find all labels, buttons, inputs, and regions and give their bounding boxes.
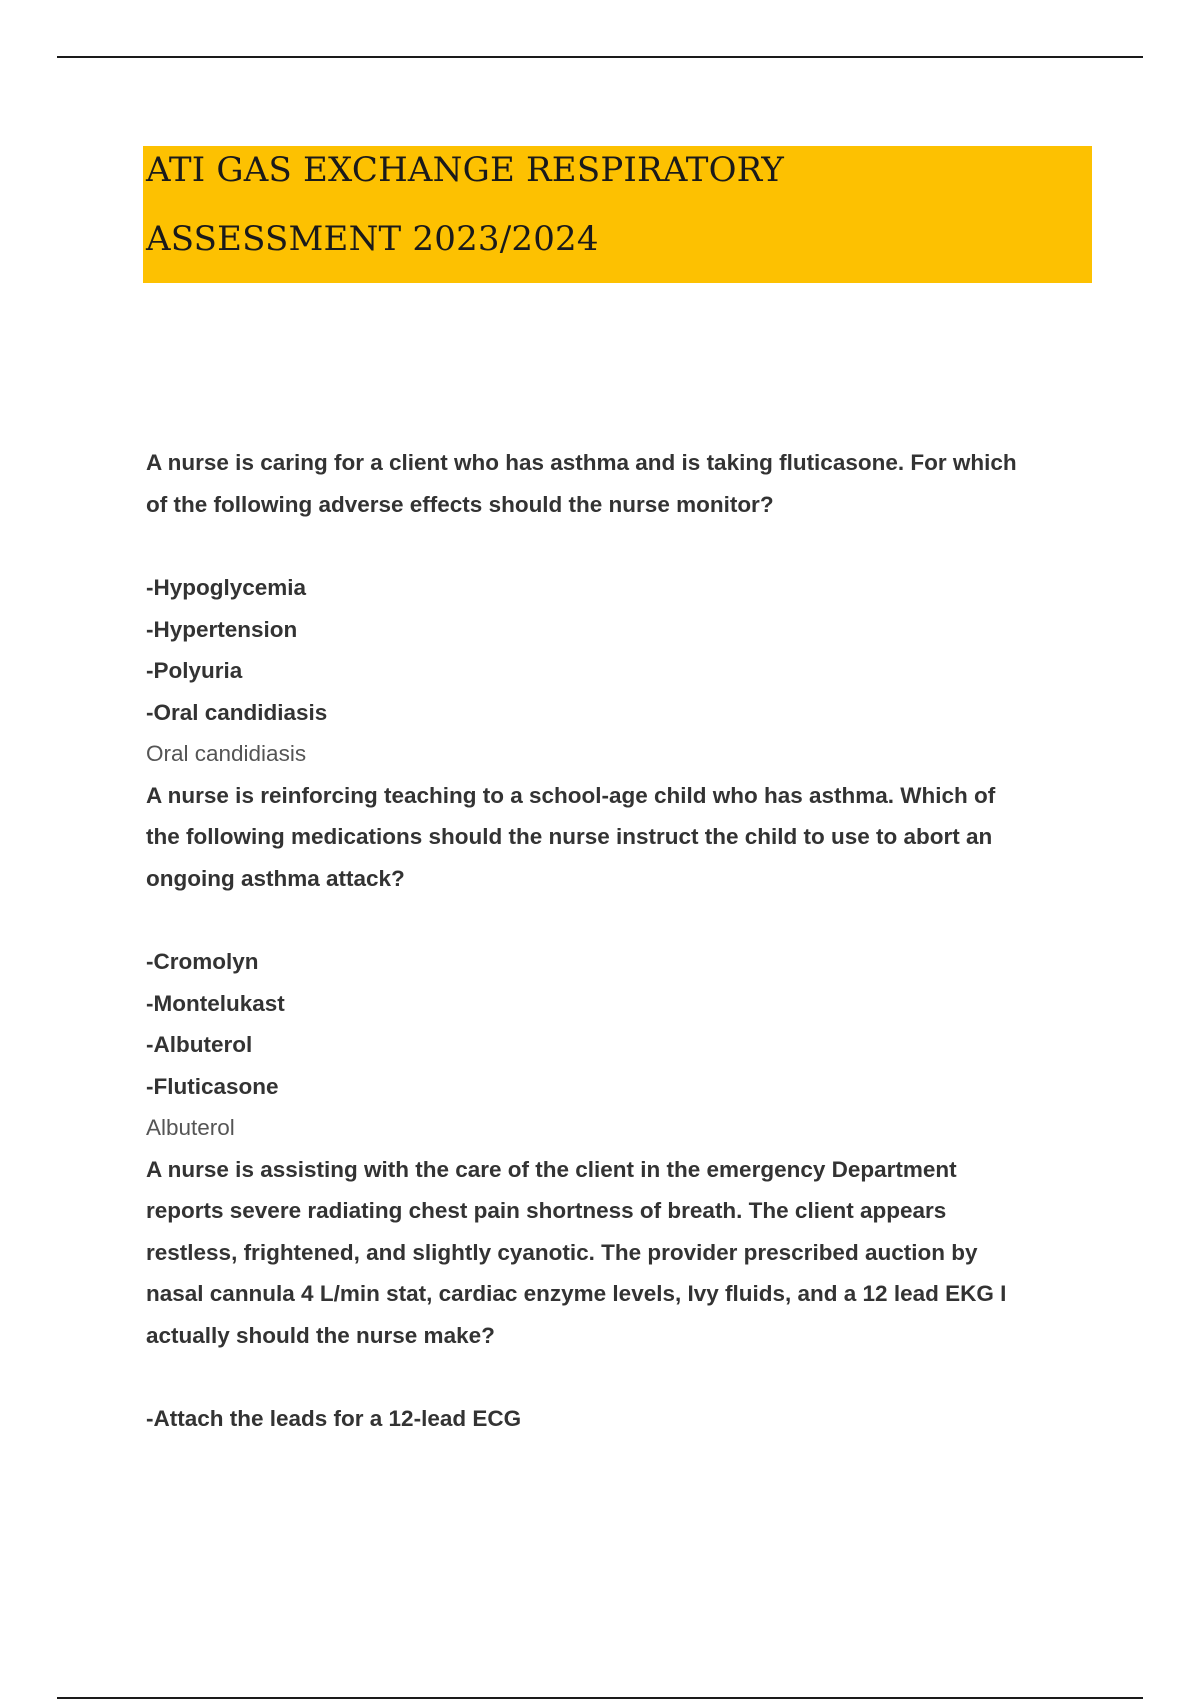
answer-option: -Attach the leads for a 12-lead ECG [146,1406,522,1431]
answer-option: -Hypoglycemia [146,575,307,600]
top-rule [57,56,1143,58]
correct-answer: Albuterol [146,1115,235,1140]
question-text-line: A nurse is reinforcing teaching to a school-age child who has asthma. Which of [146,782,996,808]
answer-option: -Fluticasone [146,1073,279,1099]
correct-answer: Oral candidiasis [146,741,307,766]
question-block [146,775,1096,1149]
question-text-line: A nurse is assisting with the care of the client in the emergency Department [146,1156,957,1182]
question-text-line: A nurse is caring for a client who has asthma and is taking fluticasone. For which [146,450,1017,475]
title-banner [143,146,1092,283]
question-block [146,1149,1096,1440]
bottom-rule [57,1697,1143,1699]
answer-option: -Polyuria [146,658,243,683]
question-text-line: actually should the nurse make? [146,1322,495,1348]
answer-option: -Oral candidiasis [146,699,328,725]
question-text-line: restless, frightened, and slightly cyanotic. The provider prescribed auction by [146,1239,978,1265]
question-block [146,442,1096,775]
question-text-line: of the following adverse effects should the nurse monitor? [146,491,774,517]
question-list [146,442,1096,1440]
answer-option: -Cromolyn [146,949,259,974]
title-line-2: ASSESSMENT 2023/2024 [146,219,599,259]
question-text-line: ongoing asthma attack? [146,865,405,891]
question-text-line: nasal cannula 4 L/min stat, cardiac enzyme levels, Ivy fluids, and a 12 lead EKG I [146,1281,1007,1306]
question-text-line: the following medications should the nurse instruct the child to use to abort an [146,824,993,849]
title-line-1: ATI GAS EXCHANGE RESPIRATORY [146,150,785,190]
question-text-line: reports severe radiating chest pain shortness of breath. The client appears [146,1198,947,1223]
answer-option: -Hypertension [146,616,298,642]
answer-option: -Albuterol [146,1032,253,1057]
answer-option: -Montelukast [146,990,285,1016]
